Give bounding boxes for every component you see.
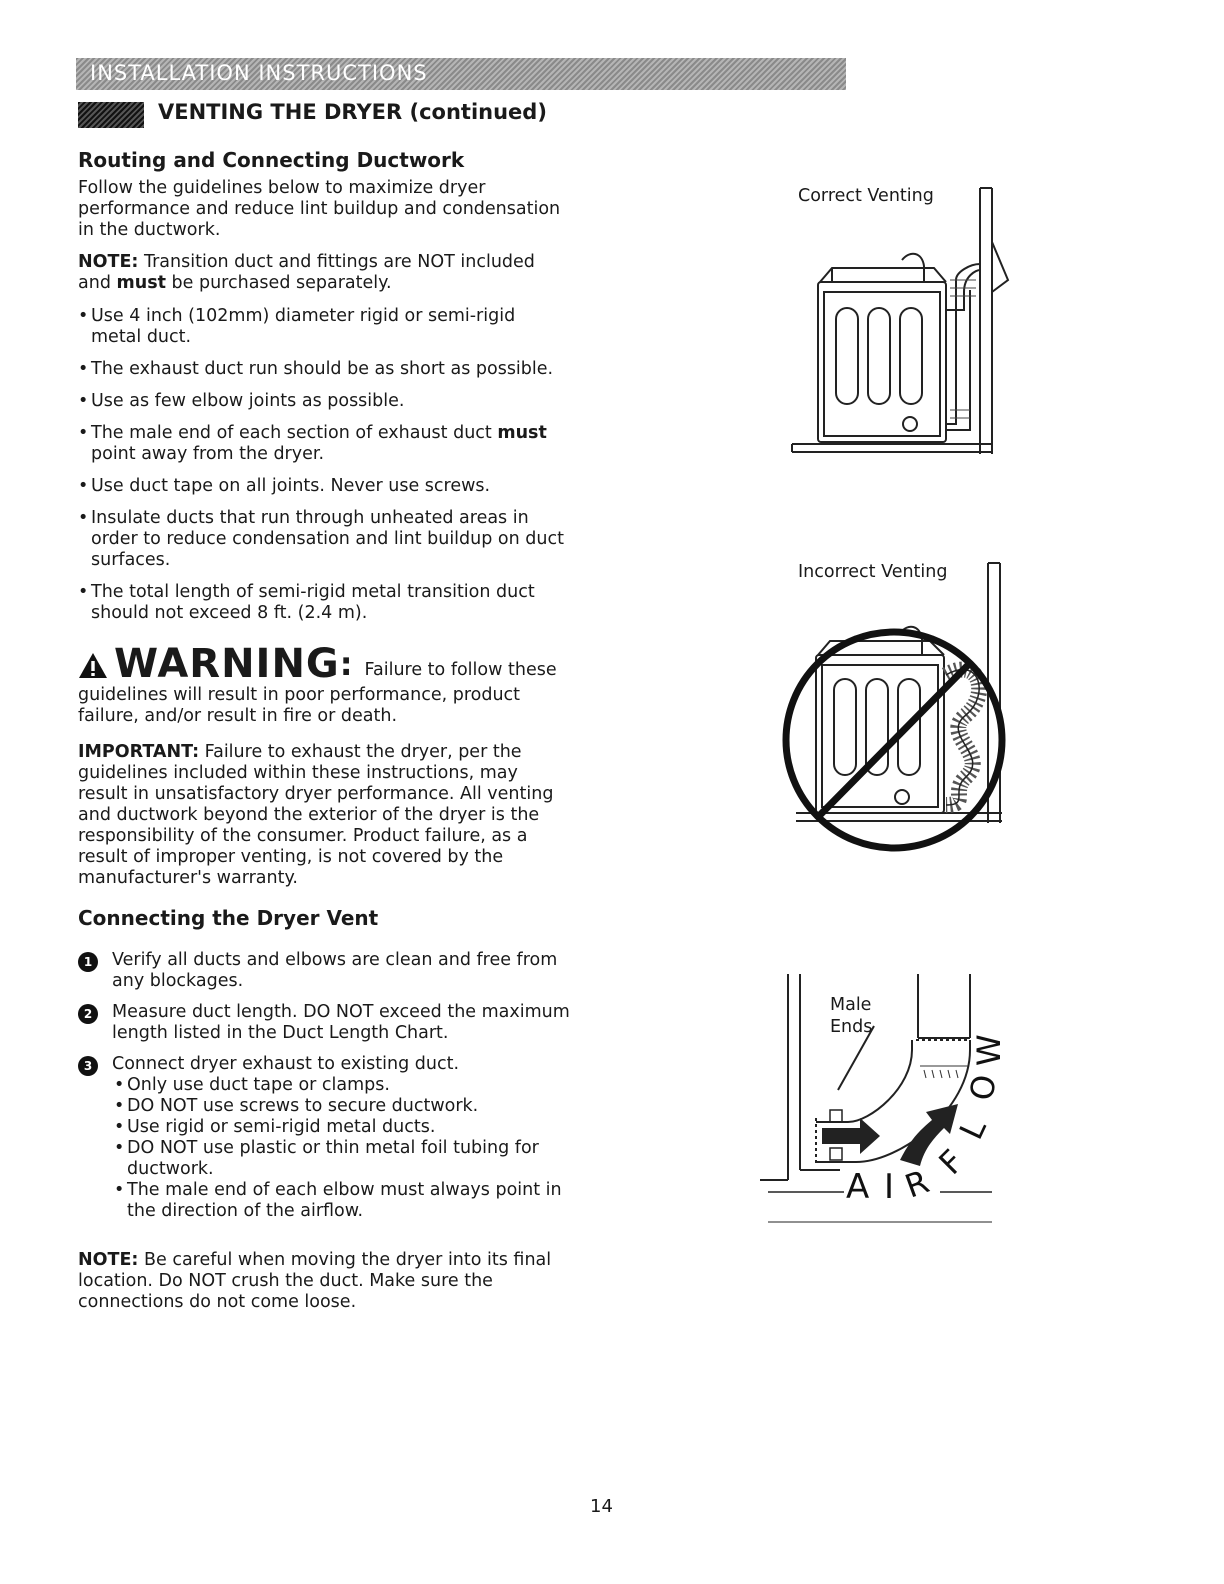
airflow-letter: A [846,1167,870,1207]
list-item: • The exhaust duct run should be as short as possible. [78,359,568,380]
routing-note [78,252,558,294]
list-item: • Use 4 inch (102mm) diameter rigid or semi-rigid metal duct. [78,306,568,348]
bullet-must-text-b: point away from the dryer. [91,444,325,464]
note-text-b: be purchased separately. [165,273,392,293]
step-text: Measure duct length. DO NOT exceed the maximum length listed in the Duct Length Chart. [112,1002,570,1043]
note-label: NOTE: [78,252,139,272]
list-item: • Insulate ducts that run through unheated areas in order to reduce condensation and lint buildup on duct surfaces. [78,508,568,571]
page-number: 14 [590,1496,613,1517]
step-number-badge: 3 [78,1056,98,1076]
list-item [78,423,568,465]
list-item: • Use duct tape on all joints. Never use screws. [78,476,568,497]
final-note [78,1250,578,1313]
final-note-label: NOTE: [78,1250,139,1270]
important-label: IMPORTANT: [78,742,200,762]
warning-text: guidelines will result in poor performance, product failure, and/or result in fire or death. [78,685,521,726]
routing-intro [78,178,578,241]
warning-triangle-icon [78,652,108,685]
list-item: • Use as few elbow joints as possible. [78,391,568,412]
bullet-must-text-a: The male end of each section of exhaust duct [91,423,498,443]
banner-title: INSTALLATION INSTRUCTIONS [90,61,428,85]
step-3 [78,1054,578,1222]
routing-intro-text: Follow the guidelines below to maximize dryer performance and reduce lint buildup and condensation in the ductwork. [78,178,561,240]
male-ends-line-2: Ends [830,1017,873,1037]
final-note-text: Be careful when moving the dryer into its final location. Do NOT crush the duct. Make sure the connections do not come loose. [78,1250,552,1312]
step-text: Connect dryer exhaust to existing duct. [112,1054,460,1074]
note-must: must [116,273,166,293]
routing-bullets [78,306,568,635]
header-banner [76,58,846,90]
airflow-letter: L [951,1112,994,1146]
airflow-letter: W [970,1034,1008,1066]
airflow-letter: R [900,1162,934,1206]
list-item: • The male end of each elbow must always point in the direction of the airflow. [114,1180,578,1222]
step-text: Verify all ducts and elbows are clean and free from any blockages. [112,950,558,991]
list-item: • Use rigid or semi-rigid metal ducts. [114,1117,578,1138]
male-ends-line-1: Male [830,995,872,1015]
warning-word: WARNING [114,641,340,687]
airflow-figure [760,970,1008,1226]
incorrect-venting-label: Incorrect Venting [798,562,948,582]
step-number-badge: 1 [78,952,98,972]
step-1 [78,950,578,992]
routing-heading: Routing and Connecting Ductwork [78,148,465,172]
note-text-a: Transition duct and fittings are NOT included and [78,252,535,293]
important-text: Failure to exhaust the dryer, per the guidelines included within these instructions, may result in unsatisfactory dryer performance. All venting and ductwork beyond the exterior of the dryer is the responsibility of the consumer. Product failure, as a result of improper venting, is not covered by the manufacturer's warranty. [78,742,554,888]
section-title: VENTING THE DRYER (continued) [158,100,547,124]
airflow-letter: F [931,1142,972,1183]
list-item: • Only use duct tape or clamps. [114,1075,578,1096]
airflow-letter: O [962,1071,1004,1104]
correct-venting-figure [780,180,1020,470]
bullet-must-strong: must [497,423,547,443]
section-marker [78,102,144,128]
step-2 [78,1002,578,1044]
step-number-badge: 2 [78,1004,98,1024]
warning-lead: Failure to follow these [364,660,557,680]
list-item: • DO NOT use plastic or thin metal foil tubing for ductwork. [114,1138,578,1180]
correct-venting-label: Correct Venting [798,186,934,206]
list-item: • DO NOT use screws to secure ductwork. [114,1096,578,1117]
connecting-steps [78,950,578,1232]
list-item: • The total length of semi-rigid metal transition duct should not exceed 8 ft. (2.4 m). [78,582,568,624]
airflow-letter: I [884,1167,895,1207]
warning-block [78,641,558,727]
warning-line [78,641,558,687]
warning-colon: : [339,645,353,683]
important-block [78,742,568,889]
connecting-heading: Connecting the Dryer Vent [78,906,379,930]
incorrect-venting-figure [770,555,1020,875]
